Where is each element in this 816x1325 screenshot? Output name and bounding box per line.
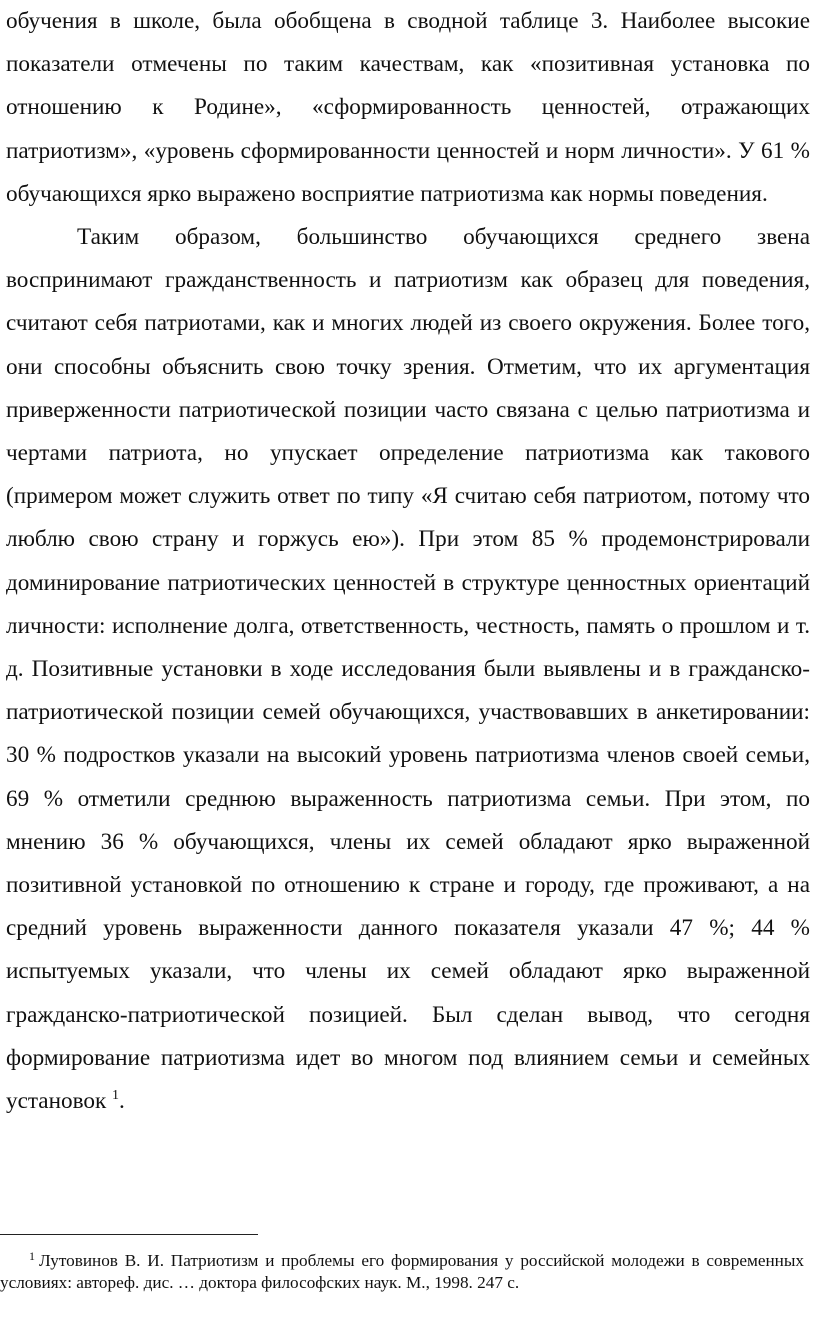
footnote-text: Лутовинов В. И. Патриотизм и проблемы его формирования у российской молодежи в современных условиях: автореф. дис. … доктора философских наук. М., 1998. 247 с. (0, 1251, 804, 1293)
footnote-separator (0, 1234, 258, 1235)
footnote-number: 1 (29, 1249, 35, 1263)
footnote-reference[interactable]: 1 (112, 1088, 120, 1104)
paragraph-2 (6, 216, 810, 1123)
footnote (0, 1250, 804, 1295)
paragraph-2-tail: . (119, 1088, 125, 1115)
paragraph-2-text: Таким образом, большинство обучающихся среднего звена воспринимают гражданственность и патриотизм как образец для поведения, считают себя патриотами, как и многих людей из своего окружения. Более того, они способны объяснить свою точку зрения. Отметим, что их аргументация приверженности патриотической позиции часто связана с целью патриотизма и чертами патриота, но упускает определение патриотизма как такового (примером может служить ответ по типу «Я считаю себя патриотом, потому что люблю свою страну и горжусь ею»). При этом 85 % продемонстрировали доминирование патриотических ценностей в структуре ценностных ориентаций личности: исполнение долга, ответственность, честность, память о прошлом и т. д. Позитивные установки в ходе исследования были выявлены и в гражданско-патриотической позиции семей обучающихся, участвовавших в анкетировании: 30 % подростков указали на высокий уровень патриотизма членов своей семьи, 69 % отметили среднюю выраженность патриотизма семьи. При этом, по мнению 36 % обучающихся, члены их семей обладают ярко выраженной позитивной установкой по отношению к стране и городу, где проживают, а на средний уровень выраженности данного показателя указали 47 %; 44 % испытуемых указали, что члены их семей обладают ярко выраженной гражданско-патриотической позицией. Был сделан вывод, что сегодня формирование патриотизма идет во многом под влиянием семьи и семейных установок (6, 224, 810, 1115)
paragraph-1 (6, 0, 810, 216)
paragraph-1-text: обучения в школе, была обобщена в сводной таблице 3. Наиболее высокие показатели отмечены по таким качествам, как «позитивная установка по отношению к Родине», «сформированность ценностей, отражающих патриотизм», «уровень сформированности ценностей и норм личности». У 61 % обучающихся ярко выражено восприятие патриотизма как нормы поведения. (6, 8, 810, 207)
document-page (6, 0, 810, 1123)
